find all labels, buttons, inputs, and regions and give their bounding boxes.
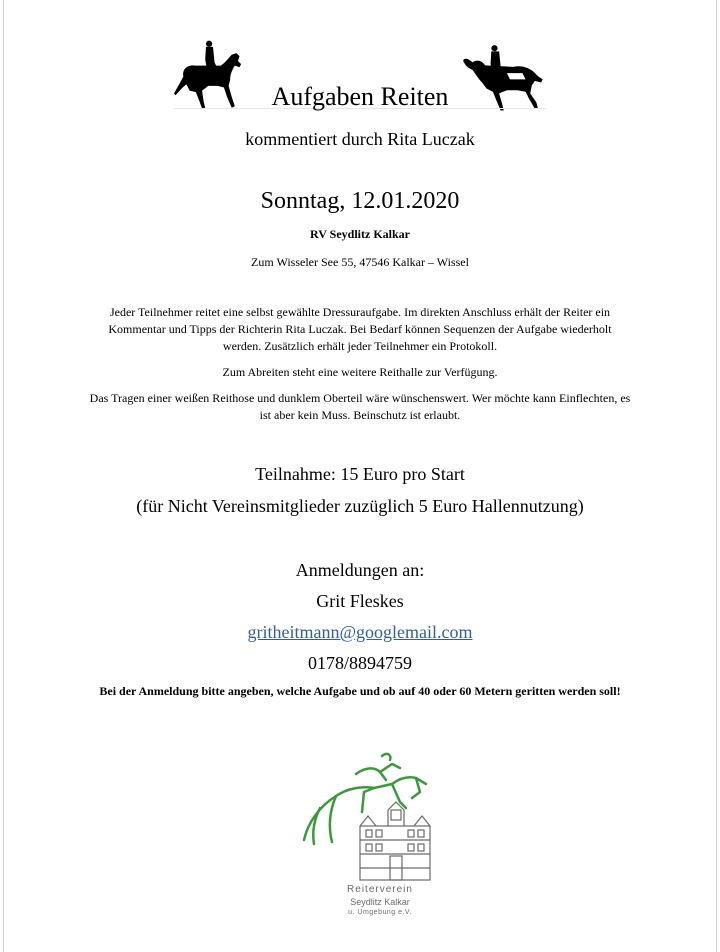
logo-text-line-1: Reiterverein [347,884,413,895]
page-title: Aufgaben Reiten [271,82,449,111]
description-paragraph-1: Jeder Teilnehmer reitet eine selbst gewählte Dressuraufgabe. Im direkten Anschluss erhält der Reiter ein Kommentar und Tipps der Richterin Rita Luczak. Bei Bedarf können Sequenzen der Aufgabe wiederholt werden. Zusätzlich erhält jeder Teilnehmer ein Protokoll. [108,305,612,353]
fee-note: (für Nicht Vereinsmitglieder zuzüglich 5 Euro Hallennutzung) [136,496,584,516]
logo-text-line-3: u. Umgebung e.V. [348,909,412,916]
fee-main: Teilnahme: 15 Euro pro Start [255,464,465,484]
registration-note: Bei der Anmeldung bitte angeben, welche Aufgabe und ob auf 40 oder 60 Metern geritten werden soll! [99,684,621,698]
registration-name: Grit Fleskes [316,591,404,611]
logo-text-line-2: Seydlitz Kalkar [350,897,410,907]
jumping-horse-castle-icon [296,744,456,884]
club-logo [296,744,456,934]
description-paragraph-2: Zum Abreiten steht eine weitere Reithalle zur Verfügung. [222,365,498,379]
registration-phone: 0178/8894759 [307,653,412,673]
registration-email-link[interactable]: gritheitmann@googlemail.com [247,622,473,642]
description-paragraph-3: Das Tragen einer weißen Reithose und dunklem Oberteil wäre wünschenswert. Wer möchte kann Einflechten, es ist aber kein Muss. Beinschutz ist erlaubt. [89,391,631,422]
event-date: Sonntag, 12.01.2020 [260,188,460,214]
subtitle: kommentiert durch Rita Luczak [245,129,475,149]
registration-heading: Anmeldungen an: [295,560,425,580]
club-name: RV Seydlitz Kalkar [309,227,411,241]
event-address: Zum Wisseler See 55, 47546 Kalkar – Wissel [251,255,469,269]
header [170,30,550,120]
